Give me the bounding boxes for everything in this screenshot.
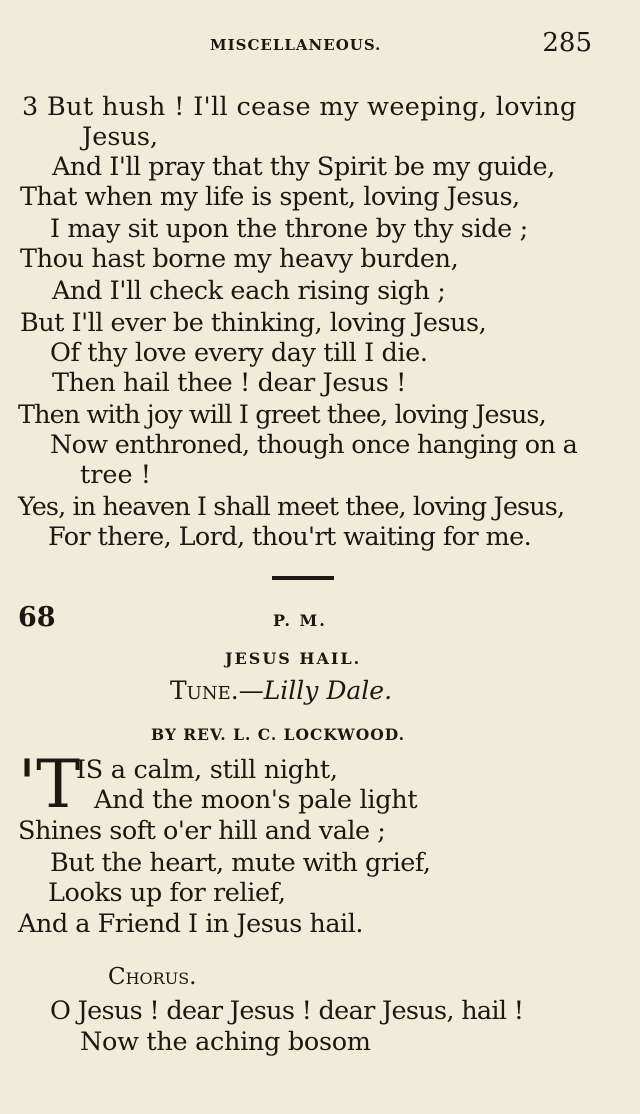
stanza-line: Of thy love every day till I die. — [50, 338, 428, 368]
drop-cap: 'T — [18, 746, 81, 823]
tune-label: Tune. — [170, 676, 239, 705]
tune-name: Lilly Dale. — [263, 676, 393, 705]
stanza-line: That when my life is spent, loving Jesus, — [20, 182, 520, 212]
hymn-number: 68 — [18, 602, 56, 633]
stanza-line: But I'll ever be thinking, loving Jesus, — [20, 308, 487, 338]
chorus-line: O Jesus ! dear Jesus ! dear Jesus, hail ! — [50, 996, 524, 1026]
stanza-line: And I'll pray that thy Spirit be my guide, — [52, 152, 555, 182]
stanza-line: Then hail thee ! dear Jesus ! — [52, 368, 406, 398]
verse-line: But the heart, mute with grief, — [50, 848, 431, 878]
verse-line: And a Friend I in Jesus hail. — [18, 909, 363, 939]
chorus-line: Now the aching bosom — [80, 1027, 371, 1057]
stanza-line: Now enthroned, though once hanging on a — [50, 430, 578, 460]
stanza-line: For there, Lord, thou'rt waiting for me. — [48, 522, 532, 552]
hymn-meter: P. M. — [273, 611, 327, 630]
verse-line: Shines soft o'er hill and vale ; — [18, 816, 386, 846]
hymn-author: BY REV. L. C. LOCKWOOD. — [151, 725, 405, 744]
stanza-line: I may sit upon the throne by thy side ; — [50, 214, 528, 244]
stanza-line: Yes, in heaven I shall meet thee, loving Jesus, — [18, 492, 565, 522]
stanza-line: Jesus, — [82, 122, 159, 152]
verse-line: Looks up for relief, — [48, 878, 286, 908]
page-number: 285 — [542, 28, 592, 58]
stanza-line: Then with joy will I greet thee, loving Jesus, — [18, 400, 546, 430]
stanza-line: tree ! — [80, 460, 151, 490]
tune-dash: — — [238, 676, 264, 705]
section-divider — [272, 576, 334, 580]
stanza-line: And I'll check each rising sigh ; — [52, 276, 446, 306]
chorus-label: Chorus. — [108, 964, 197, 990]
hymn-title: JESUS HAIL. — [225, 649, 362, 668]
stanza-line: 3 But hush ! I'll cease my weeping, loving — [22, 92, 577, 122]
verse-line: And the moon's pale light — [94, 785, 418, 815]
stanza-line: Thou hast borne my heavy burden, — [20, 244, 459, 274]
verse-line: IS a calm, still night, — [76, 755, 338, 785]
running-title: MISCELLANEOUS. — [210, 36, 382, 54]
tune-line — [170, 676, 392, 705]
